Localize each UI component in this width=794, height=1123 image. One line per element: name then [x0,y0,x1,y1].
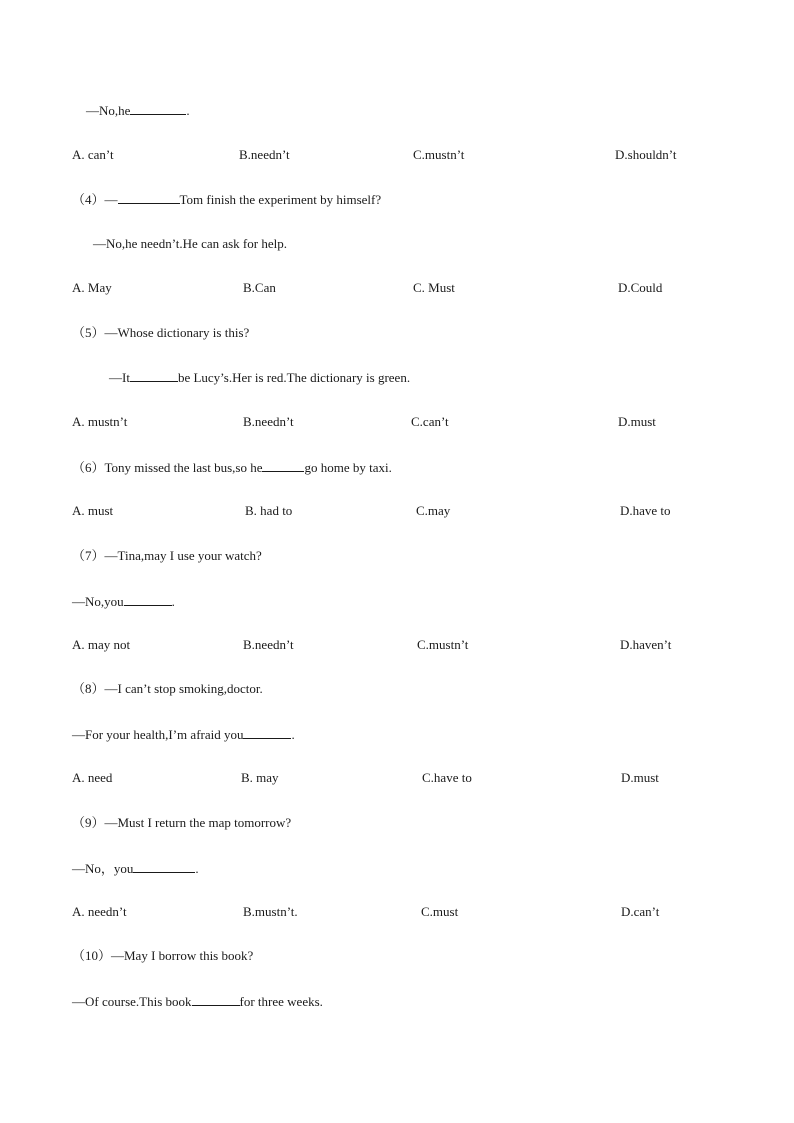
q8-option-d[interactable]: D.must [621,770,659,785]
q10-answer-pre: —Of course.This book [72,994,192,1009]
q10-answer-line [72,993,323,1010]
q6-option-b[interactable]: B. had to [245,503,293,518]
q8-option-a[interactable]: A. need [72,770,113,785]
q5-answer-post: be Lucy’s.Her is red.The dictionary is green. [177,370,411,385]
q4-question-pre: （4）— [72,192,118,207]
q5-question: （5）—Whose dictionary is this? [72,325,250,340]
q3-option-b[interactable]: B.needn’t [239,147,290,162]
q9-options [0,904,794,920]
q9-answer-blank[interactable] [133,860,195,873]
q4-question-blank[interactable] [118,191,180,204]
q10-answer-blank[interactable] [192,993,240,1006]
q6-question-blank[interactable] [262,459,304,472]
q9-question: （9）—Must I return the map tomorrow? [72,815,292,830]
q7-answer-blank[interactable] [124,593,172,606]
q8-answer-line [72,726,295,743]
q8-answer-post: . [291,727,295,742]
q8-answer-blank[interactable] [243,726,291,739]
q7-option-c[interactable]: C.mustn’t [417,637,469,652]
q8-question: （8）—I can’t stop smoking,doctor. [72,681,263,696]
q8-answer-pre: —For your health,I’m afraid you [72,727,244,742]
q8-option-b[interactable]: B. may [241,770,279,785]
q9-option-b[interactable]: B.mustn’t. [243,904,298,919]
q4-answer-line: —No,he needn’t.He can ask for help. [93,236,287,251]
q8-options [0,770,794,786]
q5-option-a[interactable]: A. mustn’t [72,414,128,429]
q5-options [0,414,794,430]
q3-answer-pre: —No,he [86,103,131,118]
q9-option-a[interactable]: A. needn’t [72,904,127,919]
q5-answer-line [109,369,410,386]
q7-option-b[interactable]: B.needn’t [243,637,294,652]
q6-option-d[interactable]: D.have to [620,503,671,518]
q9-answer-pre: —No，you [72,861,134,876]
q5-option-b[interactable]: B.needn’t [243,414,294,429]
q6-question-pre: （6）Tony missed the last bus,so he [72,460,263,475]
q5-option-c[interactable]: C.can’t [411,414,449,429]
q7-options [0,637,794,653]
q9-option-c[interactable]: C.must [421,904,459,919]
q9-answer-post: . [195,861,199,876]
q6-question [72,459,392,476]
q6-option-a[interactable]: A. must [72,503,114,518]
q3-answer-post: . [186,103,190,118]
q7-option-d[interactable]: D.haven’t [620,637,672,652]
q7-question: （7）—Tina,may I use your watch? [72,548,262,563]
q5-answer-blank[interactable] [130,369,178,382]
q3-option-c[interactable]: C.mustn’t [413,147,465,162]
q3-options [0,147,794,163]
q4-options [0,280,794,296]
q4-option-c[interactable]: C. Must [413,280,455,295]
q9-answer-line [72,860,199,877]
q5-answer-pre: —It [109,370,130,385]
q9-option-d[interactable]: D.can’t [621,904,660,919]
q3-answer-blank[interactable] [130,102,186,115]
q6-question-post: go home by taxi. [304,460,392,475]
q10-question: （10）—May I borrow this book? [72,948,254,963]
q7-answer-pre: —No,you [72,594,124,609]
q4-option-b[interactable]: B.Can [243,280,276,295]
q4-question [72,191,381,208]
q7-option-a[interactable]: A. may not [72,637,131,652]
q10-answer-post: for three weeks. [239,994,323,1009]
q5-option-d[interactable]: D.must [618,414,656,429]
q7-answer-line [72,593,175,610]
q4-question-post: Tom finish the experiment by himself? [179,192,382,207]
q4-option-d[interactable]: D.Could [618,280,663,295]
q6-option-c[interactable]: C.may [416,503,451,518]
q3-option-d[interactable]: D.shouldn’t [615,147,677,162]
q3-option-a[interactable]: A. can’t [72,147,114,162]
q4-option-a[interactable]: A. May [72,280,112,295]
q6-options [0,503,794,519]
q7-answer-post: . [171,594,175,609]
q3-answer-line [86,102,190,119]
q8-option-c[interactable]: C.have to [422,770,472,785]
